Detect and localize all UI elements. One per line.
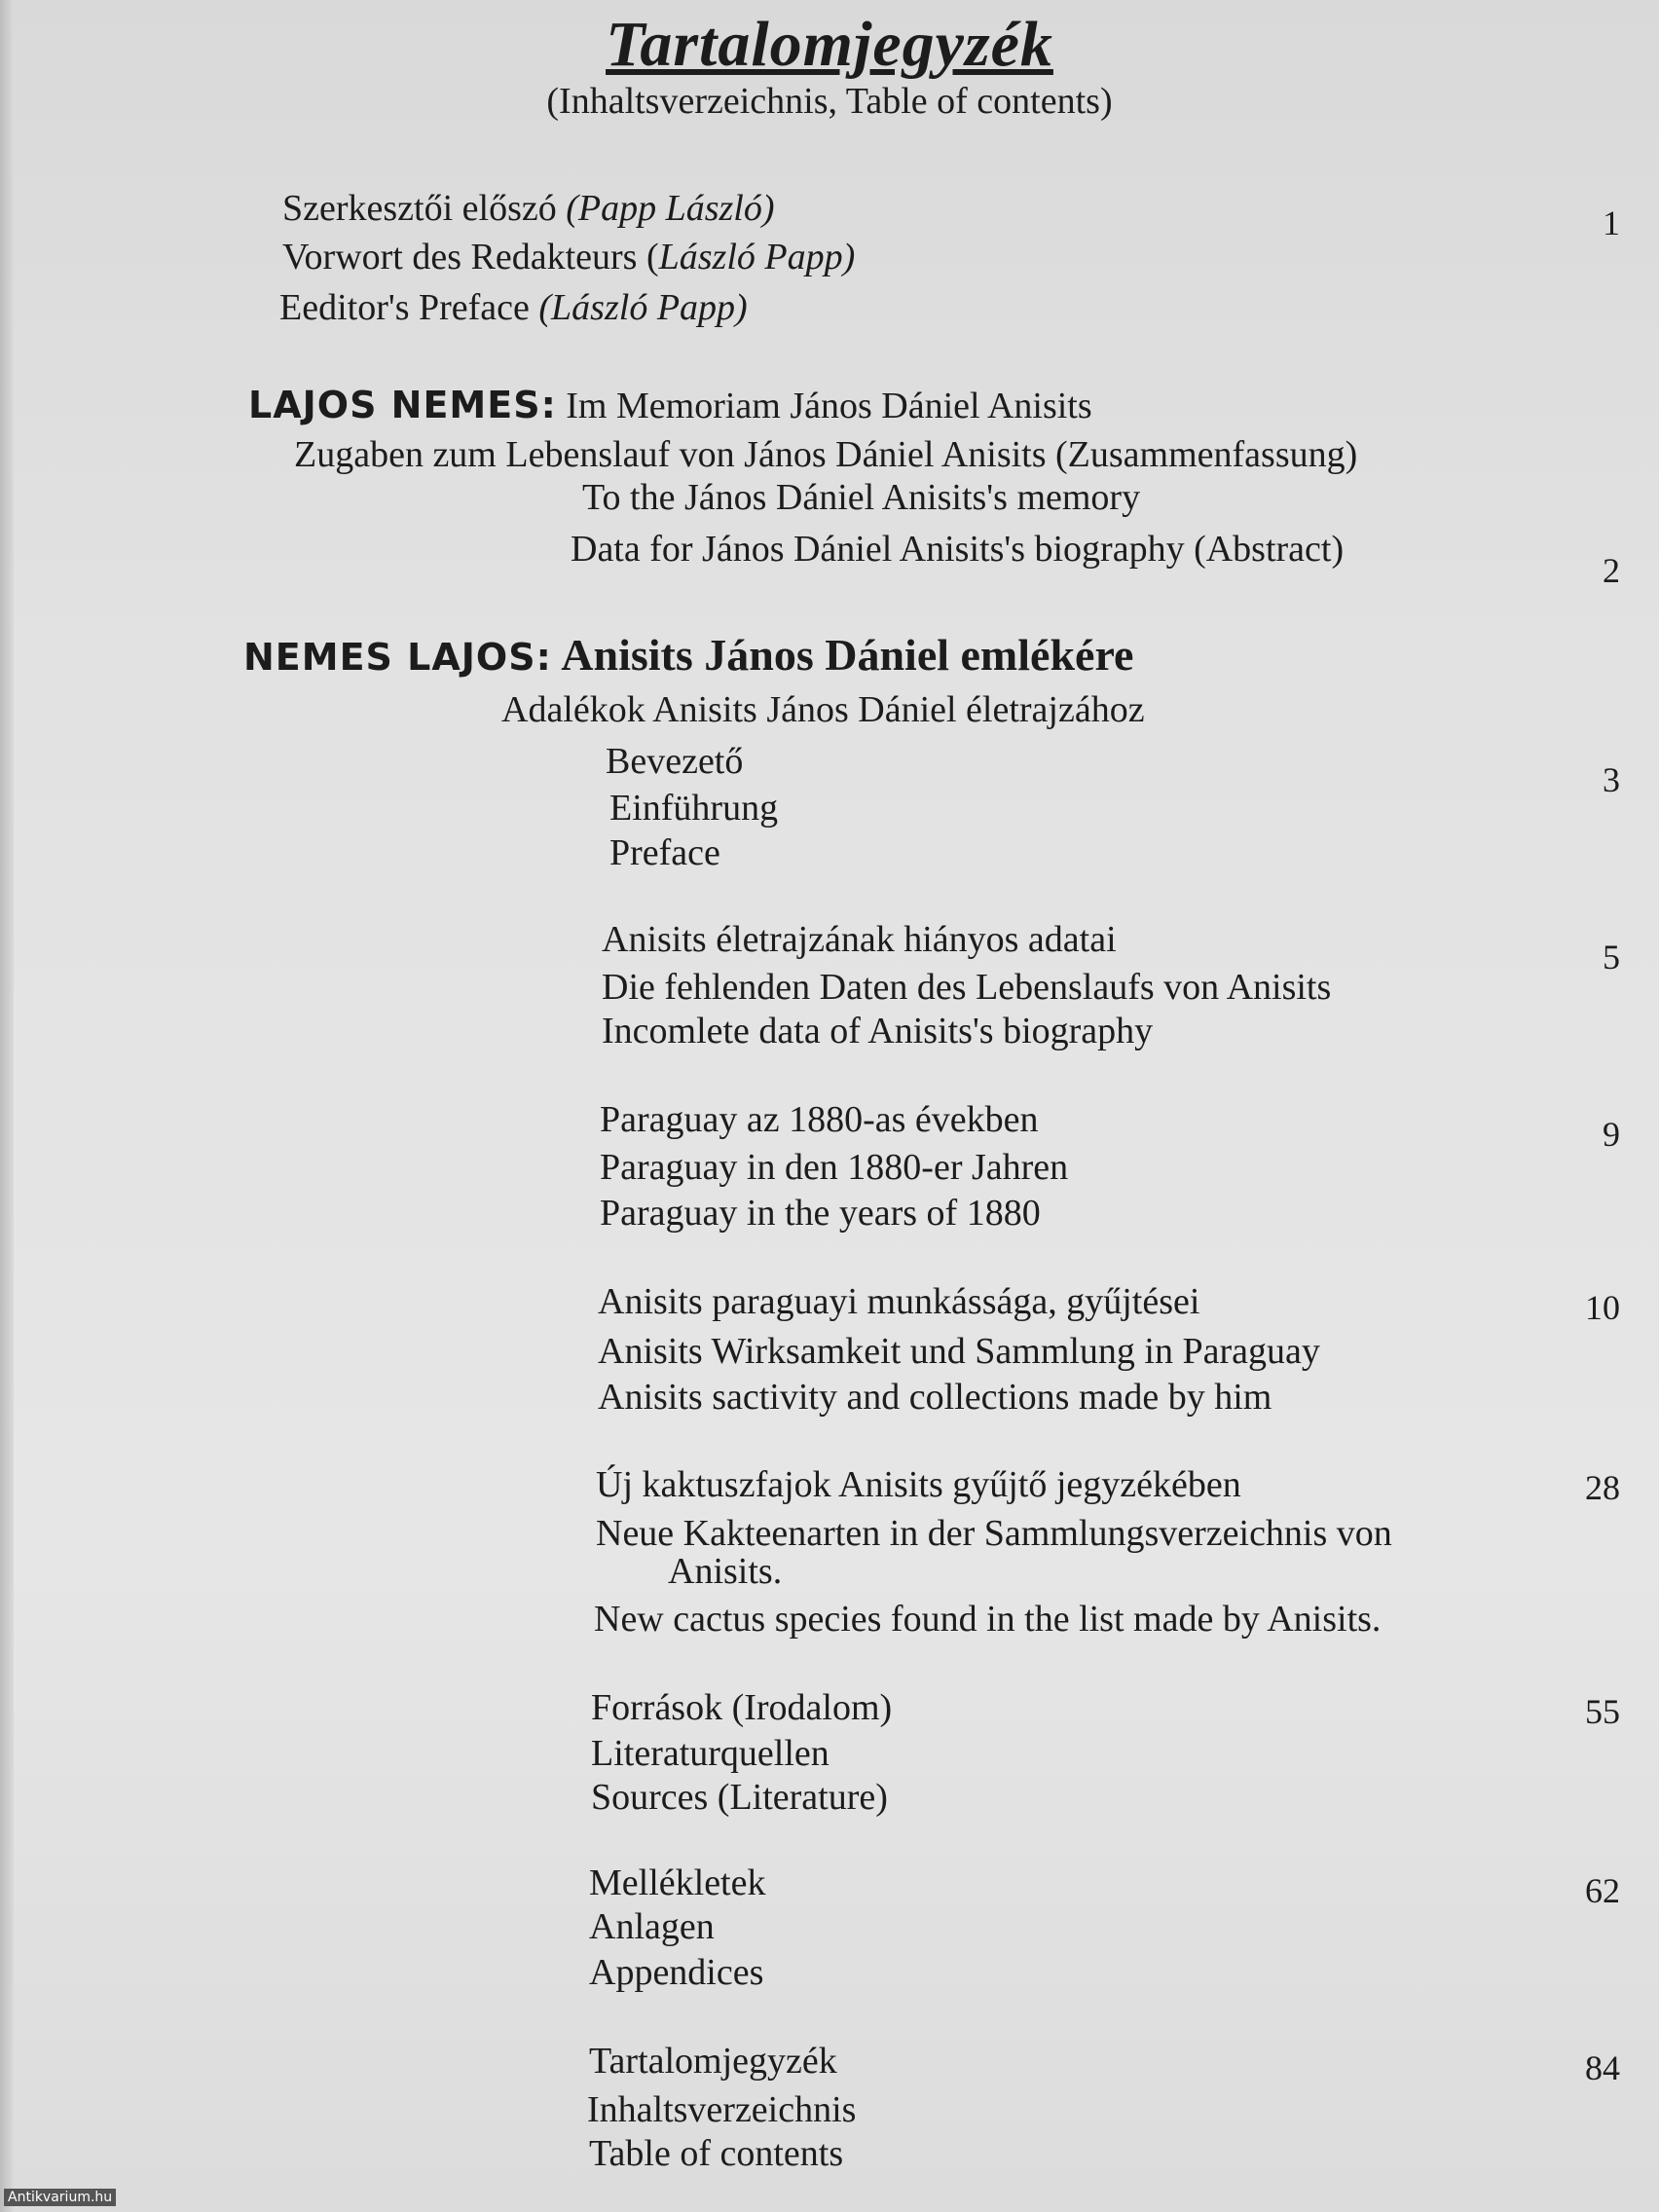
entry-line: Anisits. (668, 1551, 783, 1592)
memoriam-author: LAJOS NEMES: (248, 384, 557, 426)
preface-author-de: László Papp) (658, 237, 856, 277)
entry-line: Paraguay in the years of 1880 (600, 1193, 1041, 1234)
page-number-preface: 1 (1603, 203, 1620, 242)
preface-title-en: Eeditor's Preface (279, 287, 530, 328)
main-title: Anisits János Dániel emlékére (561, 630, 1134, 680)
entry-line: Anlagen (589, 1906, 715, 1947)
preface-title-de: Vorwort des Redakteurs ( (282, 237, 659, 277)
page-number: 84 (1585, 2048, 1620, 2087)
preface-title-hu: Szerkesztői előszó (282, 188, 557, 229)
memoriam-line-4: Data for János Dániel Anisits's biography (Abstract) (571, 529, 1345, 570)
page-number: 5 (1603, 938, 1620, 977)
page-number-memoriam: 2 (1603, 551, 1620, 590)
memoriam-title-hu: Im Memoriam János Dániel Anisits (566, 386, 1092, 426)
entry-line: Tartalomjegyzék (589, 2041, 837, 2082)
entry-line: Die fehlenden Daten des Lebenslaufs von Anisits (602, 967, 1332, 1008)
entry-line: Paraguay az 1880-as években (600, 1099, 1039, 1140)
page-subtitle: (Inhaltsverzeichnis, Table of contents) (546, 81, 1113, 122)
main-heading (243, 630, 1134, 680)
page-number: 3 (1603, 760, 1620, 799)
entry-line: New cactus species found in the list made by Anisits. (594, 1599, 1382, 1640)
preface-author-hu: (Papp László) (566, 188, 775, 229)
main-author: NEMES LAJOS: (243, 636, 552, 679)
entry-line: Preface (609, 832, 720, 873)
page-edge (0, 0, 14, 2212)
watermark: Antikvarium.hu (4, 2189, 116, 2206)
entry-line: Források (Irodalom) (591, 1687, 893, 1728)
entry-line: Anisits Wirksamkeit und Sammlung in Paraguay (598, 1331, 1320, 1372)
entry-line: Neue Kakteenarten in der Sammlungsverzeichnis von (596, 1513, 1392, 1554)
page-title: Tartalomjegyzék (606, 9, 1053, 80)
entry-line: Anisits sactivity and collections made by him (598, 1377, 1272, 1418)
entry-line: Table of contents (589, 2133, 844, 2174)
entry-line: Anisits paraguayi munkássága, gyűjtései (598, 1281, 1200, 1322)
entry-line: Einführung (609, 788, 779, 829)
entry-line: Sources (Literature) (591, 1777, 888, 1818)
preface-author-en: (László Papp) (538, 287, 748, 328)
preface-line-hu (282, 190, 775, 227)
preface-line-en (279, 289, 748, 326)
page-number: 9 (1603, 1115, 1620, 1154)
entry-line: Inhaltsverzeichnis (587, 2089, 857, 2130)
entry-line: Új kaktuszfajok Anisits gyűjtő jegyzékében (596, 1464, 1241, 1505)
entry-line: Mellékletek (589, 1862, 766, 1903)
memoriam-line-3: To the János Dániel Anisits's memory (582, 477, 1141, 518)
memoriam-line-1 (248, 384, 1092, 426)
entry-line: Anisits életrajzának hiányos adatai (602, 919, 1117, 960)
entry-line: Literaturquellen (591, 1733, 830, 1774)
page-number: 10 (1585, 1288, 1620, 1327)
entry-line: Incomlete data of Anisits's biography (602, 1011, 1154, 1051)
entry-line: Appendices (589, 1952, 764, 1993)
page-number: 55 (1585, 1692, 1620, 1731)
page-number: 62 (1585, 1871, 1620, 1910)
entry-line: Bevezető (606, 741, 744, 782)
page-number: 28 (1585, 1468, 1620, 1507)
memoriam-line-2: Zugaben zum Lebenslauf von János Dániel Anisits (Zusammenfassung) (294, 434, 1358, 475)
entry-line: Paraguay in den 1880-er Jahren (600, 1147, 1069, 1188)
main-subtitle: Adalékok Anisits János Dániel életrajzához (501, 689, 1145, 730)
preface-line-de (282, 239, 855, 276)
